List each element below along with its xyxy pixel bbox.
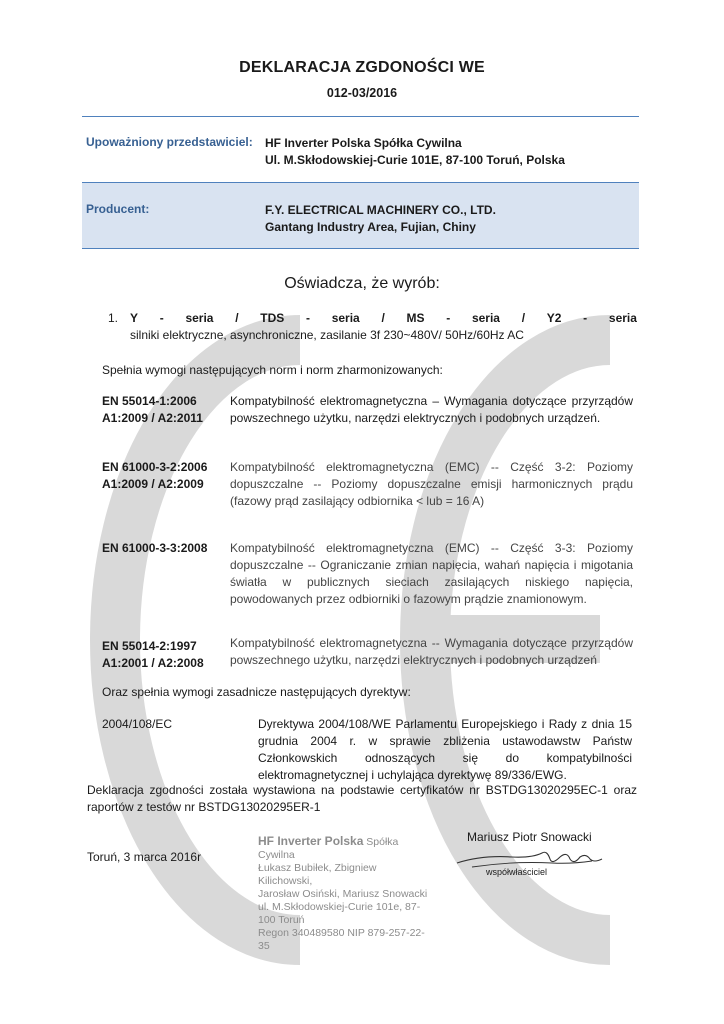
standard-code bbox=[102, 540, 207, 557]
producer-address: Gantang Industry Area, Fujian, Chiny bbox=[265, 220, 476, 234]
series-token: Y2 bbox=[546, 311, 562, 325]
standard-description: Kompatybilność elektromagnetyczna (EMC) -- Część 3-3: Poziomy dopuszczalne -- Ograniczanie zmian napięcia, wahań napięcia i migotania światła w publicznych sieciach zasilających niskiego napięcia, powodowanych przez odbiorniki o fazowym prądzie znamionowym. bbox=[230, 541, 633, 606]
standard-code bbox=[102, 393, 203, 427]
standard-code bbox=[102, 638, 204, 672]
series-token: / bbox=[381, 311, 385, 325]
standard-code-amendments: A1:2001 / A2:2008 bbox=[102, 656, 204, 670]
standard-code-main: EN 55014-2:1997 bbox=[102, 639, 197, 653]
company-stamp bbox=[258, 835, 428, 953]
place-date: Toruń, 3 marca 2016r bbox=[87, 850, 202, 864]
norms-intro: Spełnia wymogi następujących norm i norm zharmonizowanych: bbox=[102, 363, 443, 377]
series-token: / bbox=[521, 311, 526, 325]
stamp-company-name: HF Inverter Polska bbox=[258, 834, 364, 848]
series-token: / bbox=[235, 311, 239, 325]
standard-description: Kompatybilność elektromagnetyczna (EMC) -- Część 3-2: Poziomy dopuszczalne -- Poziomy dopuszczalne emisji harmonicznych prądu (fazowy prąd zasilający odbiornika < lub = 16 A) bbox=[230, 460, 633, 508]
standard-description: Kompatybilność elektromagnetyczna -- Wymagania dotyczące przyrządów powszechnego użytku, narzędzi elektrycznych i podobnych urządzeń bbox=[230, 636, 633, 667]
representative-address: Ul. M.Skłodowskiej-Curie 101E, 87-100 Toruń, Polska bbox=[265, 153, 565, 167]
standard-code-main: EN 61000-3-2:2006 bbox=[102, 460, 208, 474]
standard-code-main: EN 55014-1:2006 bbox=[102, 394, 197, 408]
standard-description: Kompatybilność elektromagnetyczna – Wymagania dotyczące przyrządów powszechnego użytku, narzędzi elektrycznych i podobnych urządzeń. bbox=[230, 394, 633, 425]
stamp-address: ul. M.Skłodowskiej-Curie 101e, 87-100 Toruń bbox=[258, 901, 421, 926]
series-token: Y bbox=[130, 311, 139, 325]
standard-code-amendments: A1:2009 / A2:2009 bbox=[102, 477, 204, 491]
stamp-registry: Regon 340489580 NIP 879-257-22-35 bbox=[258, 927, 425, 952]
representative-label: Upoważniony przedstawiciel: bbox=[86, 135, 253, 149]
producer-details bbox=[265, 202, 496, 236]
stamp-owners-2: Jarosław Osiński, Mariusz Snowacki bbox=[258, 888, 428, 900]
series-token: - bbox=[583, 311, 588, 325]
product-series bbox=[130, 311, 637, 325]
standard-code-amendments: A1:2009 / A2:2011 bbox=[102, 411, 203, 425]
series-token: - bbox=[305, 311, 310, 325]
divider-bottom bbox=[82, 248, 639, 249]
directives-intro: Oraz spełnia wymogi zasadnicze następujących dyrektyw: bbox=[102, 685, 411, 699]
series-token: - bbox=[159, 311, 164, 325]
directive-description: Dyrektywa 2004/108/WE Parlamentu Europejskiego i Rady z dnia 15 grudnia 2004 r. w sprawie zbliżenia ustawodawstw Państw Członkowskich odnoszących się do kompatybilności elektromagnetycznej i uchylająca dyrektywę 89/336/EWG. bbox=[258, 717, 632, 782]
directive-code: 2004/108/EC bbox=[102, 717, 173, 731]
producer-label: Producent: bbox=[86, 202, 150, 216]
series-token: - bbox=[446, 311, 451, 325]
signatory-role: współwłaściciel bbox=[486, 867, 548, 877]
representative-details bbox=[265, 135, 565, 169]
divider-top bbox=[82, 116, 639, 117]
declares-heading: Oświadcza, że wyrób: bbox=[284, 275, 440, 292]
series-token: seria bbox=[331, 311, 360, 325]
signatory-name: Mariusz Piotr Snowacki bbox=[467, 830, 592, 844]
standard-code-main: EN 61000-3-3:2008 bbox=[102, 541, 208, 555]
product-number: 1. bbox=[108, 311, 119, 325]
certificate-note: Deklaracja zgodności została wystawiona na podstawie certyfikatów nr BSTDG13020295EC-1 oraz raportów z testów nr BSTDG13020295ER-1 bbox=[87, 783, 637, 814]
standard-code bbox=[102, 459, 207, 493]
producer-name: F.Y. ELECTRICAL MACHINERY CO., LTD. bbox=[265, 203, 496, 217]
product-description: silniki elektryczne, asynchroniczne, zasilanie 3f 230~480V/ 50Hz/60Hz AC bbox=[130, 328, 524, 342]
stamp-company-form: Spółka Cywilna bbox=[258, 836, 399, 861]
stamp-owners-1: Łukasz Bubiłek, Zbigniew Kilichowski, bbox=[258, 862, 377, 887]
series-token: seria bbox=[608, 311, 637, 325]
document-title: DEKLARACJA ZGDONOŚCI WE bbox=[239, 59, 485, 76]
series-token: TDS bbox=[260, 311, 285, 325]
document-number: 012-03/2016 bbox=[326, 86, 398, 100]
series-token: MS bbox=[406, 311, 425, 325]
series-token: seria bbox=[185, 311, 214, 325]
representative-name: HF Inverter Polska Spółka Cywilna bbox=[265, 136, 462, 150]
series-token: seria bbox=[471, 311, 500, 325]
